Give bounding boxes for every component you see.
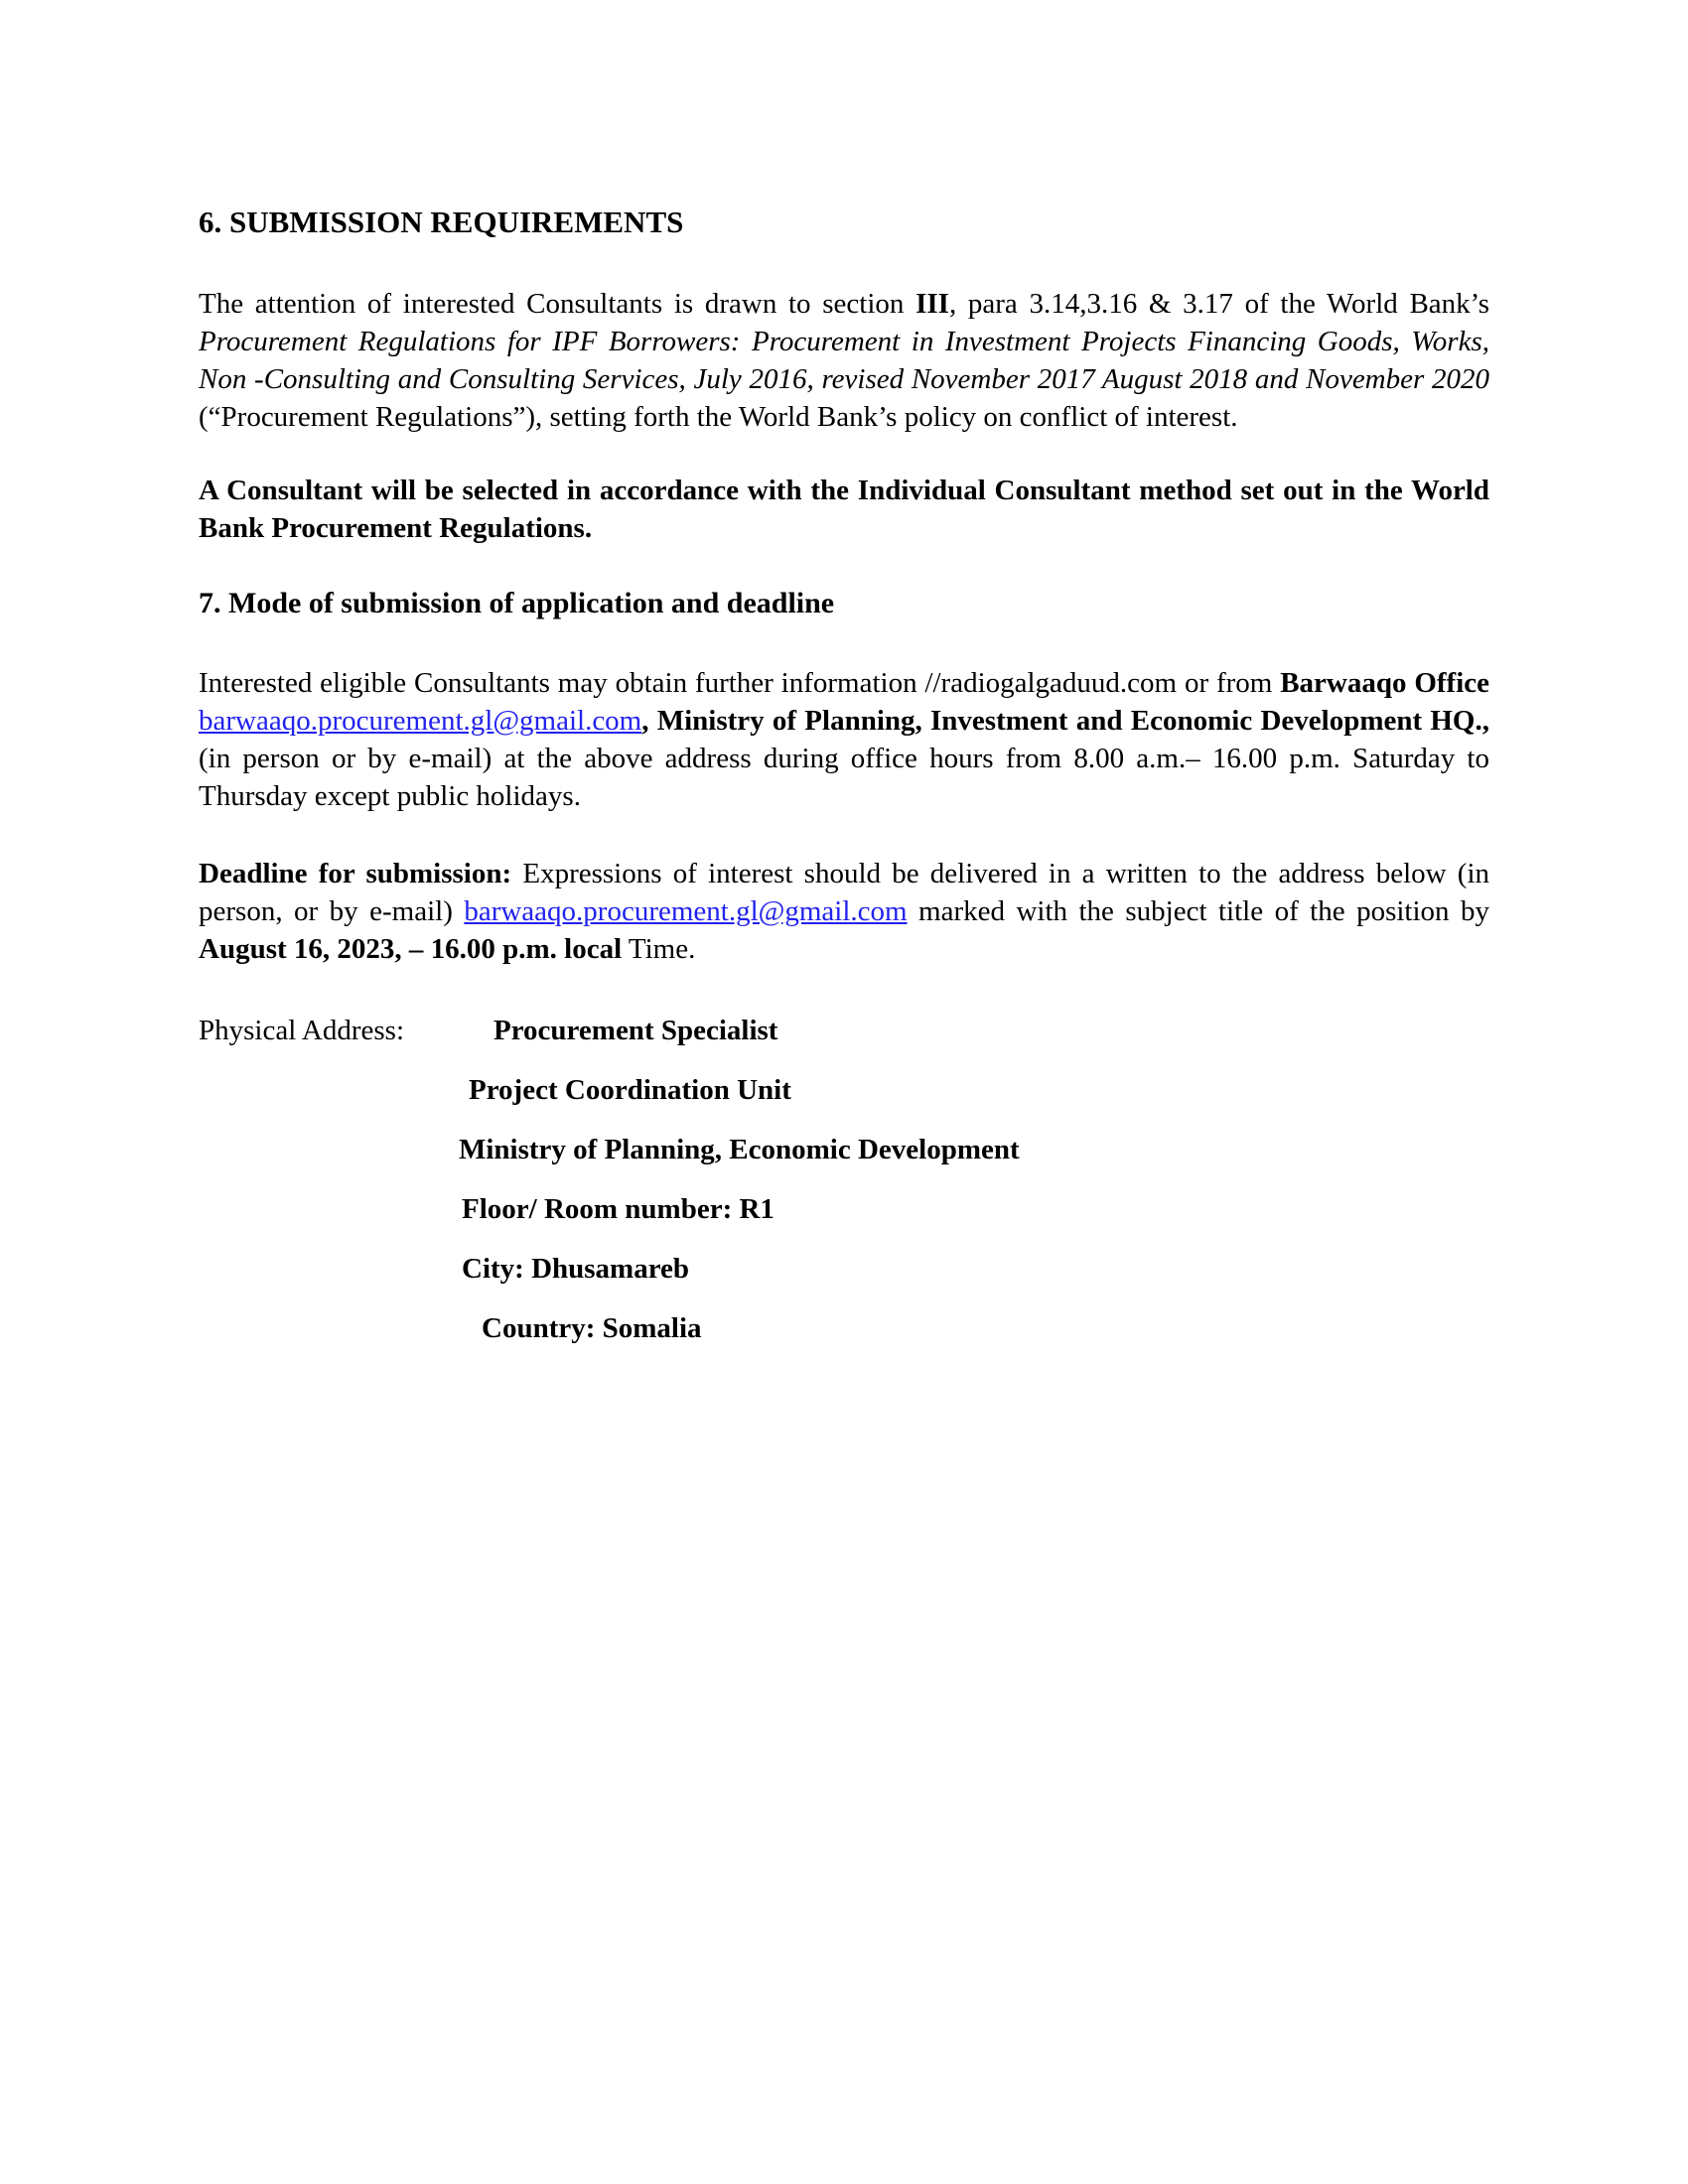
address-row: [199, 1250, 1489, 1288]
paragraph-deadline: [199, 855, 1489, 968]
text-run: Interested eligible Consultants may obtain further information //radiogalgaduud.com or from: [199, 667, 1281, 699]
text-run: , para 3.14,3.16 & 3.17 of the World Bank’s: [948, 288, 1489, 320]
address-line: Country: Somalia: [482, 1312, 702, 1344]
text-run-italic: Procurement Regulations for IPF Borrowers: Procurement in Investment Projects Financing Goods, Works, Non -Consulting and Consulting Services, July 2016, revised November 2017 August 2018 and November 2020: [199, 326, 1489, 395]
address-line: Project Coordination Unit: [469, 1074, 791, 1106]
paragraph-information: [199, 664, 1489, 815]
address-line: Ministry of Planning, Economic Development: [459, 1134, 1020, 1165]
text-run-bold: Deadline for submission:: [199, 858, 512, 889]
document-content: [199, 204, 1489, 1347]
address-row: [199, 1071, 1489, 1109]
address-row: [199, 1012, 1489, 1049]
text-run-bold: August 16, 2023, – 16.00 p.m. local: [199, 933, 623, 965]
address-row: [199, 1190, 1489, 1228]
email-link[interactable]: barwaaqo.procurement.gl@gmail.com: [464, 895, 908, 927]
address-row: [199, 1309, 1489, 1347]
section-heading-mode-of-submission: 7. Mode of submission of application and deadline: [199, 587, 835, 619]
text-run: (in person or by e-mail) at the above address during office hours from 8.00 a.m.– 16.00 p.m. Saturday to Thursday except public holidays.: [199, 743, 1489, 812]
address-label: Physical Address:: [199, 1015, 405, 1046]
paragraph-attention: [199, 285, 1489, 436]
text-run-bold: III: [915, 288, 949, 320]
text-run: (“Procurement Regulations”), setting forth the World Bank’s policy on conflict of interest.: [199, 401, 1238, 433]
paragraph-selection-method: A Consultant will be selected in accordance with the Individual Consultant method set out in the World Bank Procurement Regulations.: [199, 475, 1489, 544]
address-line: Floor/ Room number: R1: [462, 1193, 774, 1225]
text-run: Expressions of interest should be delivered in a written to the address below (in person, or by e-mail): [199, 858, 1489, 927]
address-line: City: Dhusamareb: [462, 1253, 690, 1285]
email-link[interactable]: barwaaqo.procurement.gl@gmail.com: [199, 705, 642, 737]
text-run: marked with the subject title of the position by: [907, 895, 1490, 927]
section-heading-submission-requirements: 6. SUBMISSION REQUIREMENTS: [199, 205, 684, 239]
text-run: The attention of interested Consultants is drawn to section: [199, 288, 916, 320]
text-run-bold: Barwaaqo Office: [1280, 667, 1489, 699]
address-row: [199, 1131, 1489, 1168]
text-run: Time.: [622, 933, 696, 965]
address-line: Procurement Specialist: [493, 1015, 778, 1046]
text-run-bold: , Ministry of Planning, Investment and Economic Development HQ.,: [641, 705, 1489, 737]
